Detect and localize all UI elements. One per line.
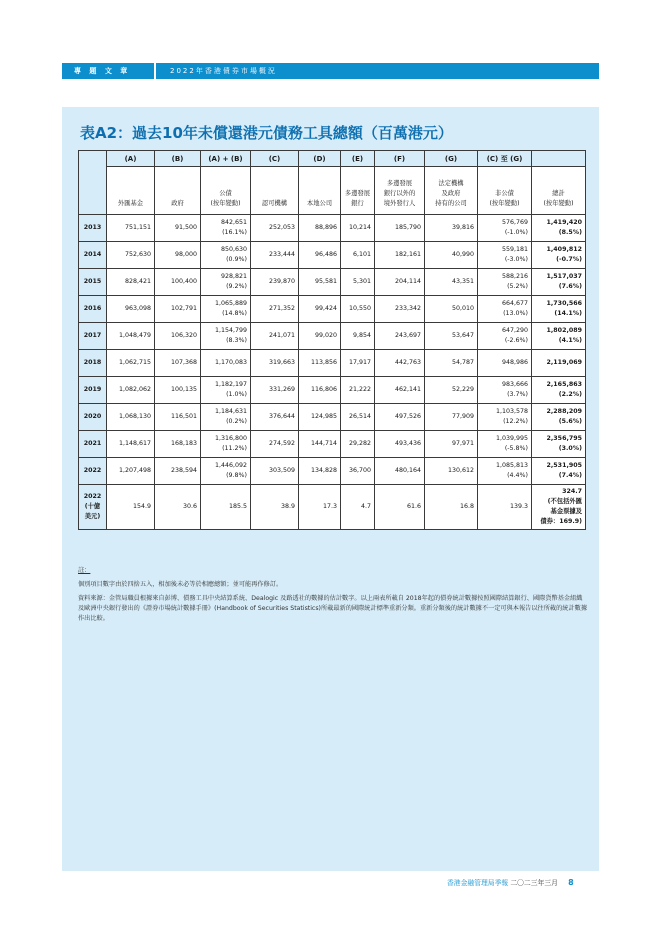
column-header-8: 非公債 (按年變動) xyxy=(478,167,532,215)
table-cell: 39,816 xyxy=(425,215,478,242)
table-cell: 107,368 xyxy=(155,350,201,377)
table-row xyxy=(79,485,586,530)
table-cell: 95,581 xyxy=(299,269,341,296)
table-cell: 36,700 xyxy=(341,458,375,485)
corner-cell xyxy=(79,151,107,215)
group-header-6: (F) xyxy=(375,151,425,167)
table-cell: 88,896 xyxy=(299,215,341,242)
table-cell: 2,165,863 (2.2%) xyxy=(532,377,586,404)
table-cell: 1,048,479 xyxy=(107,323,155,350)
table-cell: 850,630 (0.9%) xyxy=(201,242,251,269)
table-cell: 1,068,130 xyxy=(107,404,155,431)
table-cell: 106,320 xyxy=(155,323,201,350)
table-cell: 319,663 xyxy=(251,350,299,377)
table-cell: 116,501 xyxy=(155,404,201,431)
table-cell: 185.5 xyxy=(201,485,251,530)
table-row xyxy=(79,350,586,377)
row-year: 2019 xyxy=(79,377,107,404)
table-cell: 100,135 xyxy=(155,377,201,404)
table-cell: 124,985 xyxy=(299,404,341,431)
row-year: 2021 xyxy=(79,431,107,458)
table-cell: 233,342 xyxy=(375,296,425,323)
group-header-5: (E) xyxy=(341,151,375,167)
table-cell: 1,184,631 (0.2%) xyxy=(201,404,251,431)
table-cell: 182,161 xyxy=(375,242,425,269)
table-cell: 50,010 xyxy=(425,296,478,323)
table-cell: 168,183 xyxy=(155,431,201,458)
column-header-6: 多邊發展 銀行以外的 境外發行人 xyxy=(375,167,425,215)
table-cell: 113,856 xyxy=(299,350,341,377)
group-header-1: (B) xyxy=(155,151,201,167)
table-cell: 154.9 xyxy=(107,485,155,530)
table-cell: 1,085,813 (4.4%) xyxy=(478,458,532,485)
table-cell: 238,594 xyxy=(155,458,201,485)
table-cell: 497,526 xyxy=(375,404,425,431)
table-cell: 43,351 xyxy=(425,269,478,296)
table-cell: 38.9 xyxy=(251,485,299,530)
table-cell: 2,288,209 (5.6%) xyxy=(532,404,586,431)
table-cell: 842,651 (16.1%) xyxy=(201,215,251,242)
table-cell: 53,647 xyxy=(425,323,478,350)
row-year: 2022 xyxy=(79,458,107,485)
table-cell: 100,400 xyxy=(155,269,201,296)
table-cell: 462,141 xyxy=(375,377,425,404)
column-header-7: 法定機構 及政府 持有的公司 xyxy=(425,167,478,215)
table-cell: 1,082,062 xyxy=(107,377,155,404)
table-row xyxy=(79,296,586,323)
table-cell: 29,282 xyxy=(341,431,375,458)
row-year: 2015 xyxy=(79,269,107,296)
table-cell: 1,103,578 (12.2%) xyxy=(478,404,532,431)
table-cell: 185,790 xyxy=(375,215,425,242)
table-cell: 26,514 xyxy=(341,404,375,431)
table-cell: 21,222 xyxy=(341,377,375,404)
table-cell: 6,101 xyxy=(341,242,375,269)
group-header-2: (A) + (B) xyxy=(201,151,251,167)
table-row xyxy=(79,269,586,296)
table-cell: 1,207,498 xyxy=(107,458,155,485)
table-cell: 1,316,800 (11.2%) xyxy=(201,431,251,458)
table-cell: 2,119,069 xyxy=(532,350,586,377)
table-cell: 239,870 xyxy=(251,269,299,296)
table-row xyxy=(79,215,586,242)
table-cell: 116,806 xyxy=(299,377,341,404)
column-header-0: 外匯基金 xyxy=(107,167,155,215)
table-title: 表A2：過去10年未償還港元債務工具總額（百萬港元） xyxy=(80,124,453,142)
table-cell: 243,697 xyxy=(375,323,425,350)
column-header-5: 多邊發展 銀行 xyxy=(341,167,375,215)
table-cell: 102,791 xyxy=(155,296,201,323)
table-cell: 928,821 (9.2%) xyxy=(201,269,251,296)
table-cell: 480,164 xyxy=(375,458,425,485)
table-cell: 96,486 xyxy=(299,242,341,269)
table-cell: 1,039,995 (-5.8%) xyxy=(478,431,532,458)
table-cell: 252,053 xyxy=(251,215,299,242)
table-row xyxy=(79,404,586,431)
page-footer xyxy=(447,877,574,887)
section-header xyxy=(62,63,599,79)
table-cell: 983,666 (3.7%) xyxy=(478,377,532,404)
table-cell: 204,114 xyxy=(375,269,425,296)
table-cell: 303,509 xyxy=(251,458,299,485)
table-cell: 576,769 (-1.0%) xyxy=(478,215,532,242)
footer-publication: 香港金融管理局季報 xyxy=(447,879,509,887)
table-cell: 1,062,715 xyxy=(107,350,155,377)
table-cell: 130,612 xyxy=(425,458,478,485)
table-row xyxy=(79,377,586,404)
table-cell: 10,214 xyxy=(341,215,375,242)
table-cell: 1,730,566 (14.1%) xyxy=(532,296,586,323)
table-cell: 331,269 xyxy=(251,377,299,404)
notes-label: 註： xyxy=(78,567,91,574)
table-cell: 752,630 xyxy=(107,242,155,269)
table-cell: 828,421 xyxy=(107,269,155,296)
table-cell: 1,517,037 (7.6%) xyxy=(532,269,586,296)
section-label: 專 題 文 章 xyxy=(62,63,154,79)
table-cell: 588,216 (5.2%) xyxy=(478,269,532,296)
group-header-0: (A) xyxy=(107,151,155,167)
table-cell: 54,787 xyxy=(425,350,478,377)
table-cell: 91,500 xyxy=(155,215,201,242)
column-header-3: 認可機構 xyxy=(251,167,299,215)
column-header-9: 總計 (按年變動) xyxy=(532,167,586,215)
group-header-9 xyxy=(532,151,586,167)
table-cell: 2,531,905 (7.4%) xyxy=(532,458,586,485)
table-cell: 4.7 xyxy=(341,485,375,530)
table-cell: 17.3 xyxy=(299,485,341,530)
table-cell: 61.6 xyxy=(375,485,425,530)
table-cell: 1,446,092 (9.8%) xyxy=(201,458,251,485)
page-number: 8 xyxy=(568,878,574,887)
column-header-4: 本地公司 xyxy=(299,167,341,215)
table-cell: 17,917 xyxy=(341,350,375,377)
debt-table xyxy=(78,150,586,530)
table-cell: 5,301 xyxy=(341,269,375,296)
table-cell: 1,170,083 xyxy=(201,350,251,377)
table-cell: 77,909 xyxy=(425,404,478,431)
row-year: 2022 (十億 美元) xyxy=(79,485,107,530)
table-cell: 559,181 (-3.0%) xyxy=(478,242,532,269)
table-cell: 241,071 xyxy=(251,323,299,350)
table-cell: 1,409,812 (-0.7%) xyxy=(532,242,586,269)
table-cell: 52,229 xyxy=(425,377,478,404)
table-cell: 324.7 (不包括外匯 基金票據及 債券：169.9) xyxy=(532,485,586,530)
table-cell: 144,714 xyxy=(299,431,341,458)
group-header-7: (G) xyxy=(425,151,478,167)
table-cell: 233,444 xyxy=(251,242,299,269)
table-cell: 1,154,799 (8.3%) xyxy=(201,323,251,350)
table-cell: 647,290 (-2.6%) xyxy=(478,323,532,350)
table-cell: 376,644 xyxy=(251,404,299,431)
table-cell: 134,828 xyxy=(299,458,341,485)
table-cell: 139.3 xyxy=(478,485,532,530)
table-cell: 271,352 xyxy=(251,296,299,323)
table-cell: 97,971 xyxy=(425,431,478,458)
table-row xyxy=(79,431,586,458)
row-year: 2016 xyxy=(79,296,107,323)
footer-date: 二〇二三年三月 xyxy=(510,879,558,887)
table-cell: 98,000 xyxy=(155,242,201,269)
row-year: 2013 xyxy=(79,215,107,242)
note-rounding: 個別項目數字由於四捨五入，相加後未必等於相應總額；並可能再作修訂。 xyxy=(78,581,283,588)
notes-section xyxy=(78,566,588,628)
column-header-1: 政府 xyxy=(155,167,201,215)
table-cell: 2,356,795 (3.0%) xyxy=(532,431,586,458)
table-row xyxy=(79,323,586,350)
table-cell: 40,990 xyxy=(425,242,478,269)
table-cell: 1,065,889 (14.8%) xyxy=(201,296,251,323)
table-cell: 751,151 xyxy=(107,215,155,242)
row-year: 2018 xyxy=(79,350,107,377)
table-cell: 16.8 xyxy=(425,485,478,530)
note-source: 資料來源：金管局職員根據來自彭博、債務工具中央結算系統、Dealogic 及路透社的數據的估計數字。以上兩表所載自 2018年起的債券統計數據按照國際結算銀行、國際貨幣基金組織及歐洲中央銀行發出的《證券市場統計數據手冊》(Handbook of Securities Statistics)所載最新的國際統計標準重新分類。重新分類後的統計數據不一定可與本報告以往所載的統計數據作出比較。 xyxy=(78,595,588,622)
row-year: 2020 xyxy=(79,404,107,431)
table-cell: 1,419,420 (8.5%) xyxy=(532,215,586,242)
table-cell: 30.6 xyxy=(155,485,201,530)
table-cell: 99,020 xyxy=(299,323,341,350)
table-cell: 1,148,617 xyxy=(107,431,155,458)
row-year: 2017 xyxy=(79,323,107,350)
table-cell: 442,763 xyxy=(375,350,425,377)
group-header-row xyxy=(79,151,586,167)
table-cell: 274,592 xyxy=(251,431,299,458)
table-cell: 99,424 xyxy=(299,296,341,323)
table-cell: 9,854 xyxy=(341,323,375,350)
row-year: 2014 xyxy=(79,242,107,269)
table-cell: 493,436 xyxy=(375,431,425,458)
table-cell: 1,182,197 (1.0%) xyxy=(201,377,251,404)
table-row xyxy=(79,242,586,269)
column-header-row xyxy=(79,167,586,215)
column-header-2: 公債 (按年變動) xyxy=(201,167,251,215)
group-header-8: (C) 至 (G) xyxy=(478,151,532,167)
table-cell: 1,802,089 (4.1%) xyxy=(532,323,586,350)
group-header-3: (C) xyxy=(251,151,299,167)
group-header-4: (D) xyxy=(299,151,341,167)
article-subtitle: 2022年香港債券市場概況 xyxy=(156,63,599,79)
table-cell: 948,986 xyxy=(478,350,532,377)
table-cell: 664,677 (13.0%) xyxy=(478,296,532,323)
table-cell: 10,550 xyxy=(341,296,375,323)
table-row xyxy=(79,458,586,485)
table-cell: 963,098 xyxy=(107,296,155,323)
